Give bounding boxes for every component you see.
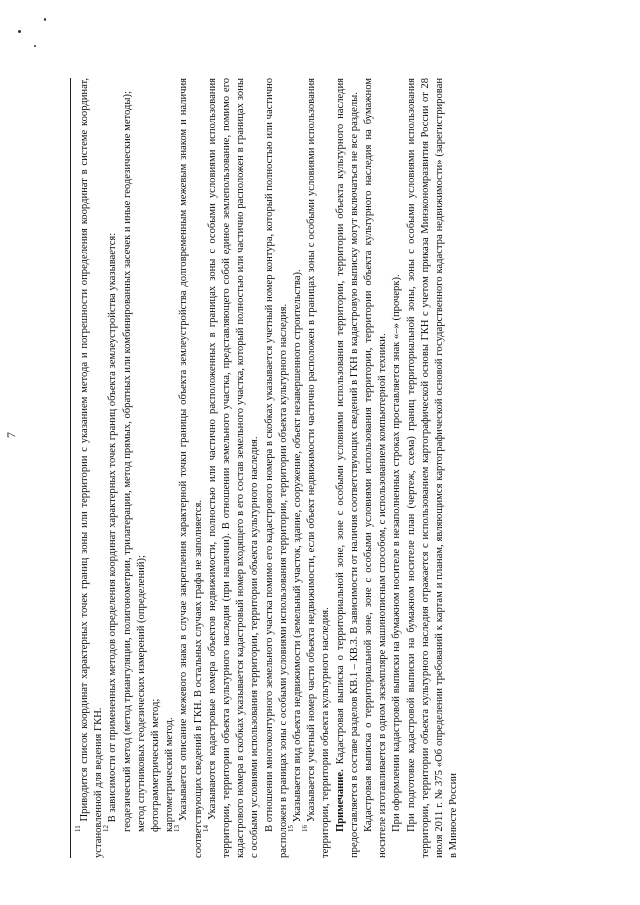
scan-speck — [34, 45, 36, 47]
footnote-15 — [287, 78, 305, 858]
paragraph-text: В отношении многоконтурного земельного участка помимо его кадастрового номера в скобках указывается учетный номер контура, который полностью или частично расположен в границах зоны с особыми условиями использования территории, территории объекта культурного наследия. — [263, 78, 289, 858]
footnote-16 — [301, 78, 333, 858]
footnote-mark: 11 — [74, 825, 82, 832]
paragraph-text: фотограмметрический метод; — [150, 698, 162, 832]
paragraph-text: метод спутниковых геодезических измерений (определений); — [135, 555, 147, 832]
method-item — [163, 78, 177, 858]
paragraph-text: геодезический метод (метод триангуляции, полигонометрии, трилатерации, метод прямых, обратных или комбинированных засечек и иные геодезические методы); — [121, 90, 133, 832]
page-text — [74, 78, 461, 858]
paragraph-text: Кадастровая выписка о территориальной зоне, зоне с особыми условиями использования территории, территории объекта культурного наследия на бумажном носителе изготавливается в одном экземпляре машинописным способом, с использованием компьютерной техники. — [363, 78, 389, 858]
footnote-mark: 14 — [201, 825, 210, 832]
method-item — [121, 78, 135, 858]
method-item — [149, 78, 163, 858]
paragraph-text: В зависимости от примененных методов определения координат характерных точек границ объекта землеустройства указывается: — [107, 232, 119, 825]
paragraph-text: Указывается учетный номер части объекта недвижимости, если объект недвижимости частично расположен в границах зоны с особыми условиями использования территории, территории объекта культурного наследия. — [306, 78, 332, 858]
paragraph-text: Указывается вид объекта недвижимости (земельный участок, здание, сооружение, объект незавершенного строительства). — [292, 269, 304, 825]
footnote-mark: 13 — [173, 825, 182, 832]
footnote-11 — [74, 78, 106, 858]
footnote-mark: 12 — [102, 825, 111, 832]
paragraph-text: При подготовке кадастровой выписки на бумажном носителе план (чертеж, схема) границ территориальной зоны, зоны с особыми условиями использования территории, территории объекта культурного наследия отражается с использованием картографической основы ГКН с учетом приказа Минэкономразвития России от 28 июля 2011 г. № 375 «Об определении требований к картам и планам, являющимся картографической основой государственного кадастра недвижимости» (зарегистрирован в Минюсте России — [405, 78, 460, 858]
body-paragraph — [405, 78, 462, 858]
scan-speck — [44, 18, 46, 21]
method-item — [135, 78, 149, 858]
note-paragraph — [334, 78, 362, 858]
note-label: Примечание. — [334, 769, 346, 832]
footnote-13 — [173, 78, 205, 858]
footnote-14 — [201, 78, 263, 858]
paragraph-text: Приводится список координат характерных точек границ зоны или территории с указанием метода и погрешности определения координат в системе координат, установленной для ведения ГКН. — [79, 78, 105, 858]
body-paragraph — [390, 78, 404, 858]
multicontour-paragraph — [263, 78, 291, 858]
footnote-mark: 16 — [301, 825, 310, 832]
paragraph-text: При оформлении кадастровой выписки на бумажном носителе в незаполненных строках проставляется знак «–» (прочерк). — [391, 274, 403, 832]
footnote-12 — [102, 78, 120, 858]
body-paragraph — [362, 78, 390, 858]
page-number: 7 — [4, 432, 18, 438]
paragraph-text: картометрический метод. — [164, 717, 176, 832]
paragraph-text: Кадастровая выписка о территориальной зоне, зоне с особыми условиями использования территории, территории объекта культурного наследия предоставляется в составе разделов КВ.1 – КВ.3. В зависимости от наличия соответствующих сведений в ГКН в кадастровую выписку могут включаться не все разделы. — [334, 78, 360, 858]
paragraph-text: Указывается описание межевого знака в случае закрепления характерной точки границы объекта землеустройства долговременным межевым знаком и наличия соответствующих сведений в ГКН. В остальных случаях графа не заполняется. — [178, 78, 204, 858]
rotated-page — [4, 58, 540, 858]
footnote-mark: 15 — [287, 825, 296, 832]
paragraph-text: Указываются кадастровые номера объектов недвижимости, полностью или частично расположенных в границах зоны с особыми условиями использования территории, территории объекта культурного наследия (при наличии). В отношении земельного участка, представляющего собой единое землепользование, помимо его кадастрового номера в скобках указывается кадастровый номер входящего в его состав земельного участка, который полностью или частично расположен в границах зоны с особыми условиями использования территории, территории объекта культурного наследия. — [206, 78, 261, 858]
footnote-rule — [70, 78, 71, 858]
scan-speck — [18, 30, 21, 33]
